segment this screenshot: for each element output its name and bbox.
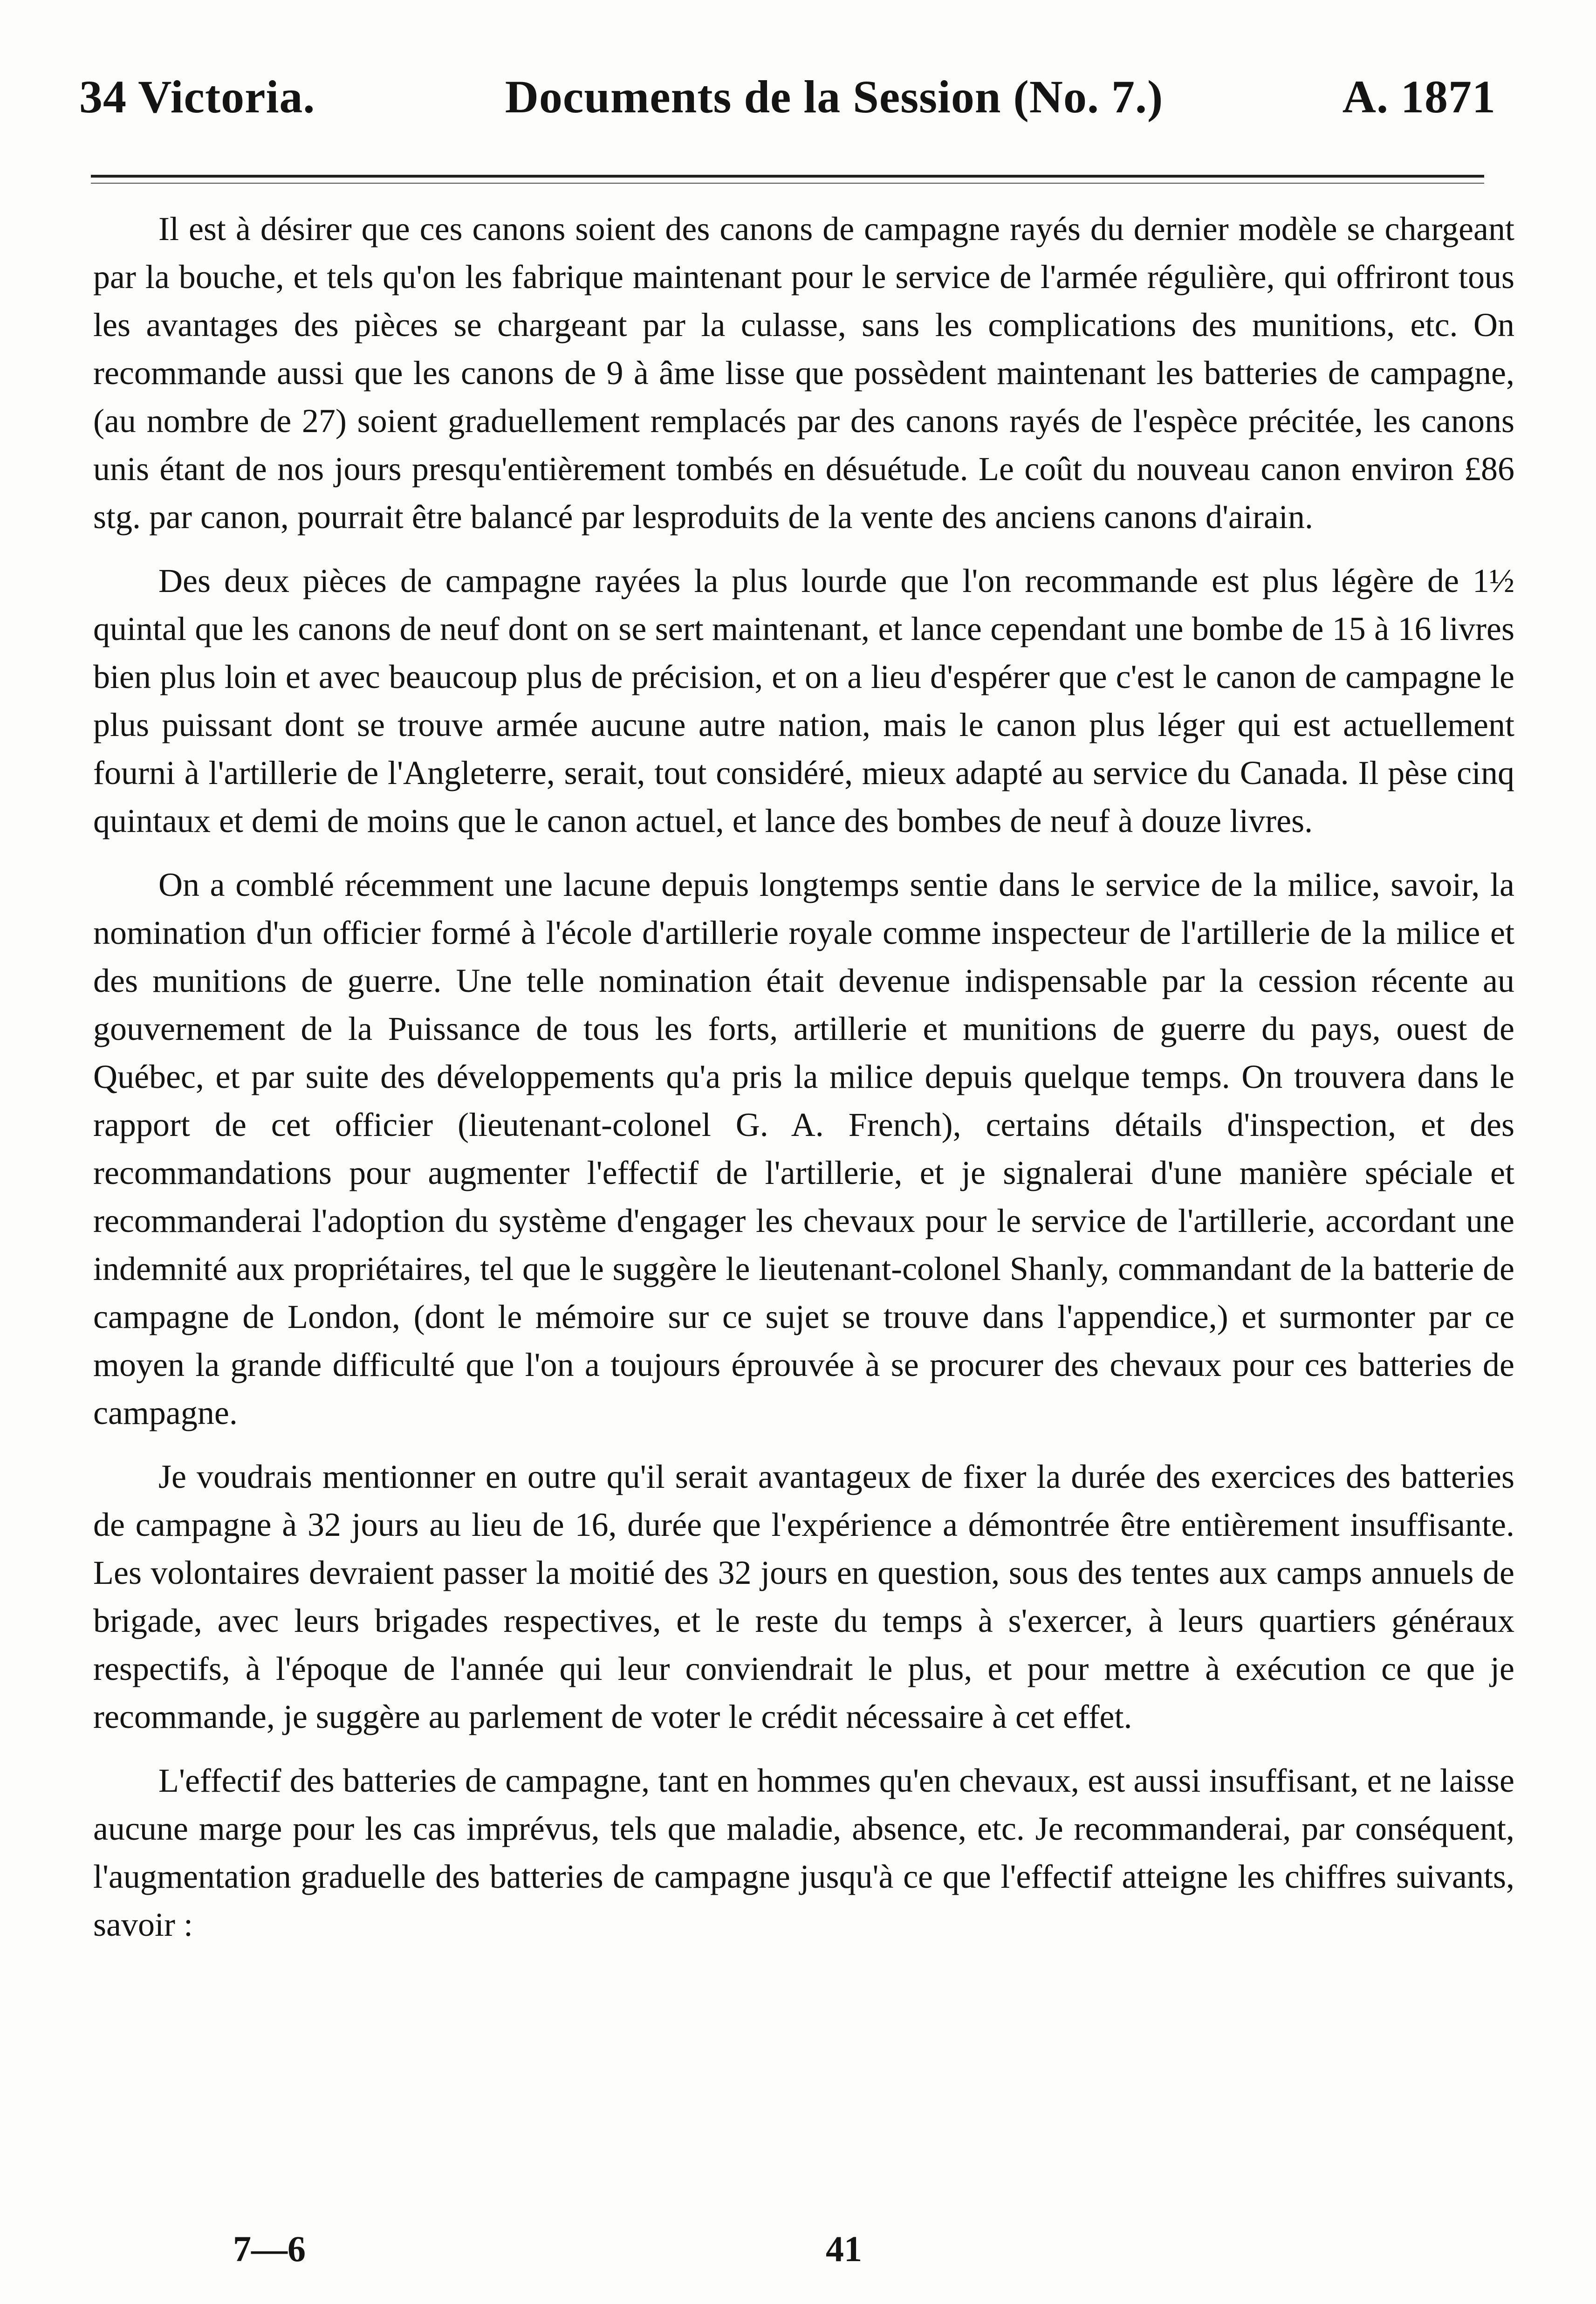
page-header (79, 70, 1496, 140)
paragraph-3: On a comblé récemment une lacune depuis longtemps sentie dans le service de la milice, savoir, la nomination d'un officier formé à l'école d'artillerie royale comme inspecteur de l'artillerie de la milice et des munitions de guerre. Une telle nomination était devenue indispensable par la cession récente au gouvernement de la Puissance de tous les forts, artillerie et munitions de guerre du pays, ouest de Québec, et par suite des développements qu'a pris la milice depuis quelque temps. On trouvera dans le rapport de cet officier (lieutenant-colonel G. A. French), certains détails d'inspection, et des recommandations pour augmenter l'effectif de l'artillerie, et je signalerai d'une manière spéciale et recommanderai l'adoption du système d'engager les chevaux pour le service de l'artillerie, accordant une indemnité aux propriétaires, tel que le suggère le lieutenant-colonel Shanly, commandant de la batterie de campagne de London, (dont le mémoire sur ce sujet se trouve dans l'appendice,) et surmonter par ce moyen la grande difficulté que l'on a toujours éprouvée à se procurer des chevaux pour ces batteries de campagne. (93, 866, 1514, 1431)
footer-signature: 7—6 (233, 2228, 306, 2269)
paragraph-5: L'effectif des batteries de campagne, tant en hommes qu'en chevaux, est aussi insuffisant, et ne laisse aucune marge pour les cas imprévus, tels que maladie, absence, etc. Je recommanderai, par conséquent, l'augmentation graduelle des batteries de campagne jusqu'à ce que l'effectif atteigne les chiffres suivants, savoir : (93, 1762, 1514, 1943)
paragraph-4: Je voudrais mentionner en outre qu'il serait avantageux de fixer la durée des exercices des batteries de campagne à 32 jours au lieu de 16, durée que l'expérience a démontrée être entièrement insuffisante. Les volontaires devraient passer la moitié des 32 jours en question, sous des tentes aux camps annuels de brigade, avec leurs brigades respectives, et le reste du temps à s'exercer, à leurs quartiers généraux respectifs, à l'époque de l'année qui leur conviendrait le plus, et pour mettre à exécution ce que je recommande, je suggère au parlement de voter le crédit nécessaire à cet effet. (93, 1458, 1514, 1735)
header-rule (91, 175, 1484, 178)
paragraph-2: Des deux pièces de campagne rayées la plus lourde que l'on recommande est plus légère de 1½ quintal que les canons de neuf dont on se sert maintenant, et lance cependant une bombe de 15 à 16 livres bien plus loin et avec beaucoup plus de précision, et on a lieu d'espérer que c'est le canon de campagne le plus puissant dont se trouve armée aucune autre nation, mais le canon plus léger qui est actuellement fourni à l'artillerie de l'Angleterre, serait, tout considéré, mieux adapté au service du Canada. Il pèse cinq quintaux et demi de moins que le canon actuel, et lance des bombes de neuf à douze livres. (93, 562, 1514, 839)
header-rule-thin (91, 183, 1484, 184)
header-year: A. 1871 (1342, 71, 1496, 123)
header-title: Documents de la Session (No. 7.) (505, 71, 1164, 123)
header-series: 34 Victoria. (79, 71, 315, 123)
footer-page-number: 41 (826, 2228, 862, 2269)
page-footer (233, 2228, 862, 2284)
body-text (93, 205, 1514, 1965)
paragraph-1: Il est à désirer que ces canons soient des canons de campagne rayés du dernier modèle se chargeant par la bouche, et tels qu'on les fabrique maintenant pour le service de l'armée régulière, qui offriront tous les avantages des pièces se chargeant par la culasse, sans les complications des munitions, etc. On recommande aussi que les canons de 9 à âme lisse que possèdent maintenant les batteries de campagne, (au nombre de 27) soient graduellement remplacés par des canons rayés de l'espèce précitée, les canons unis étant de nos jours presqu'entièrement tombés en désuétude. Le coût du nouveau canon environ £86 stg. par canon, pourrait être balancé par lesproduits de la vente des anciens canons d'airain. (93, 210, 1514, 536)
